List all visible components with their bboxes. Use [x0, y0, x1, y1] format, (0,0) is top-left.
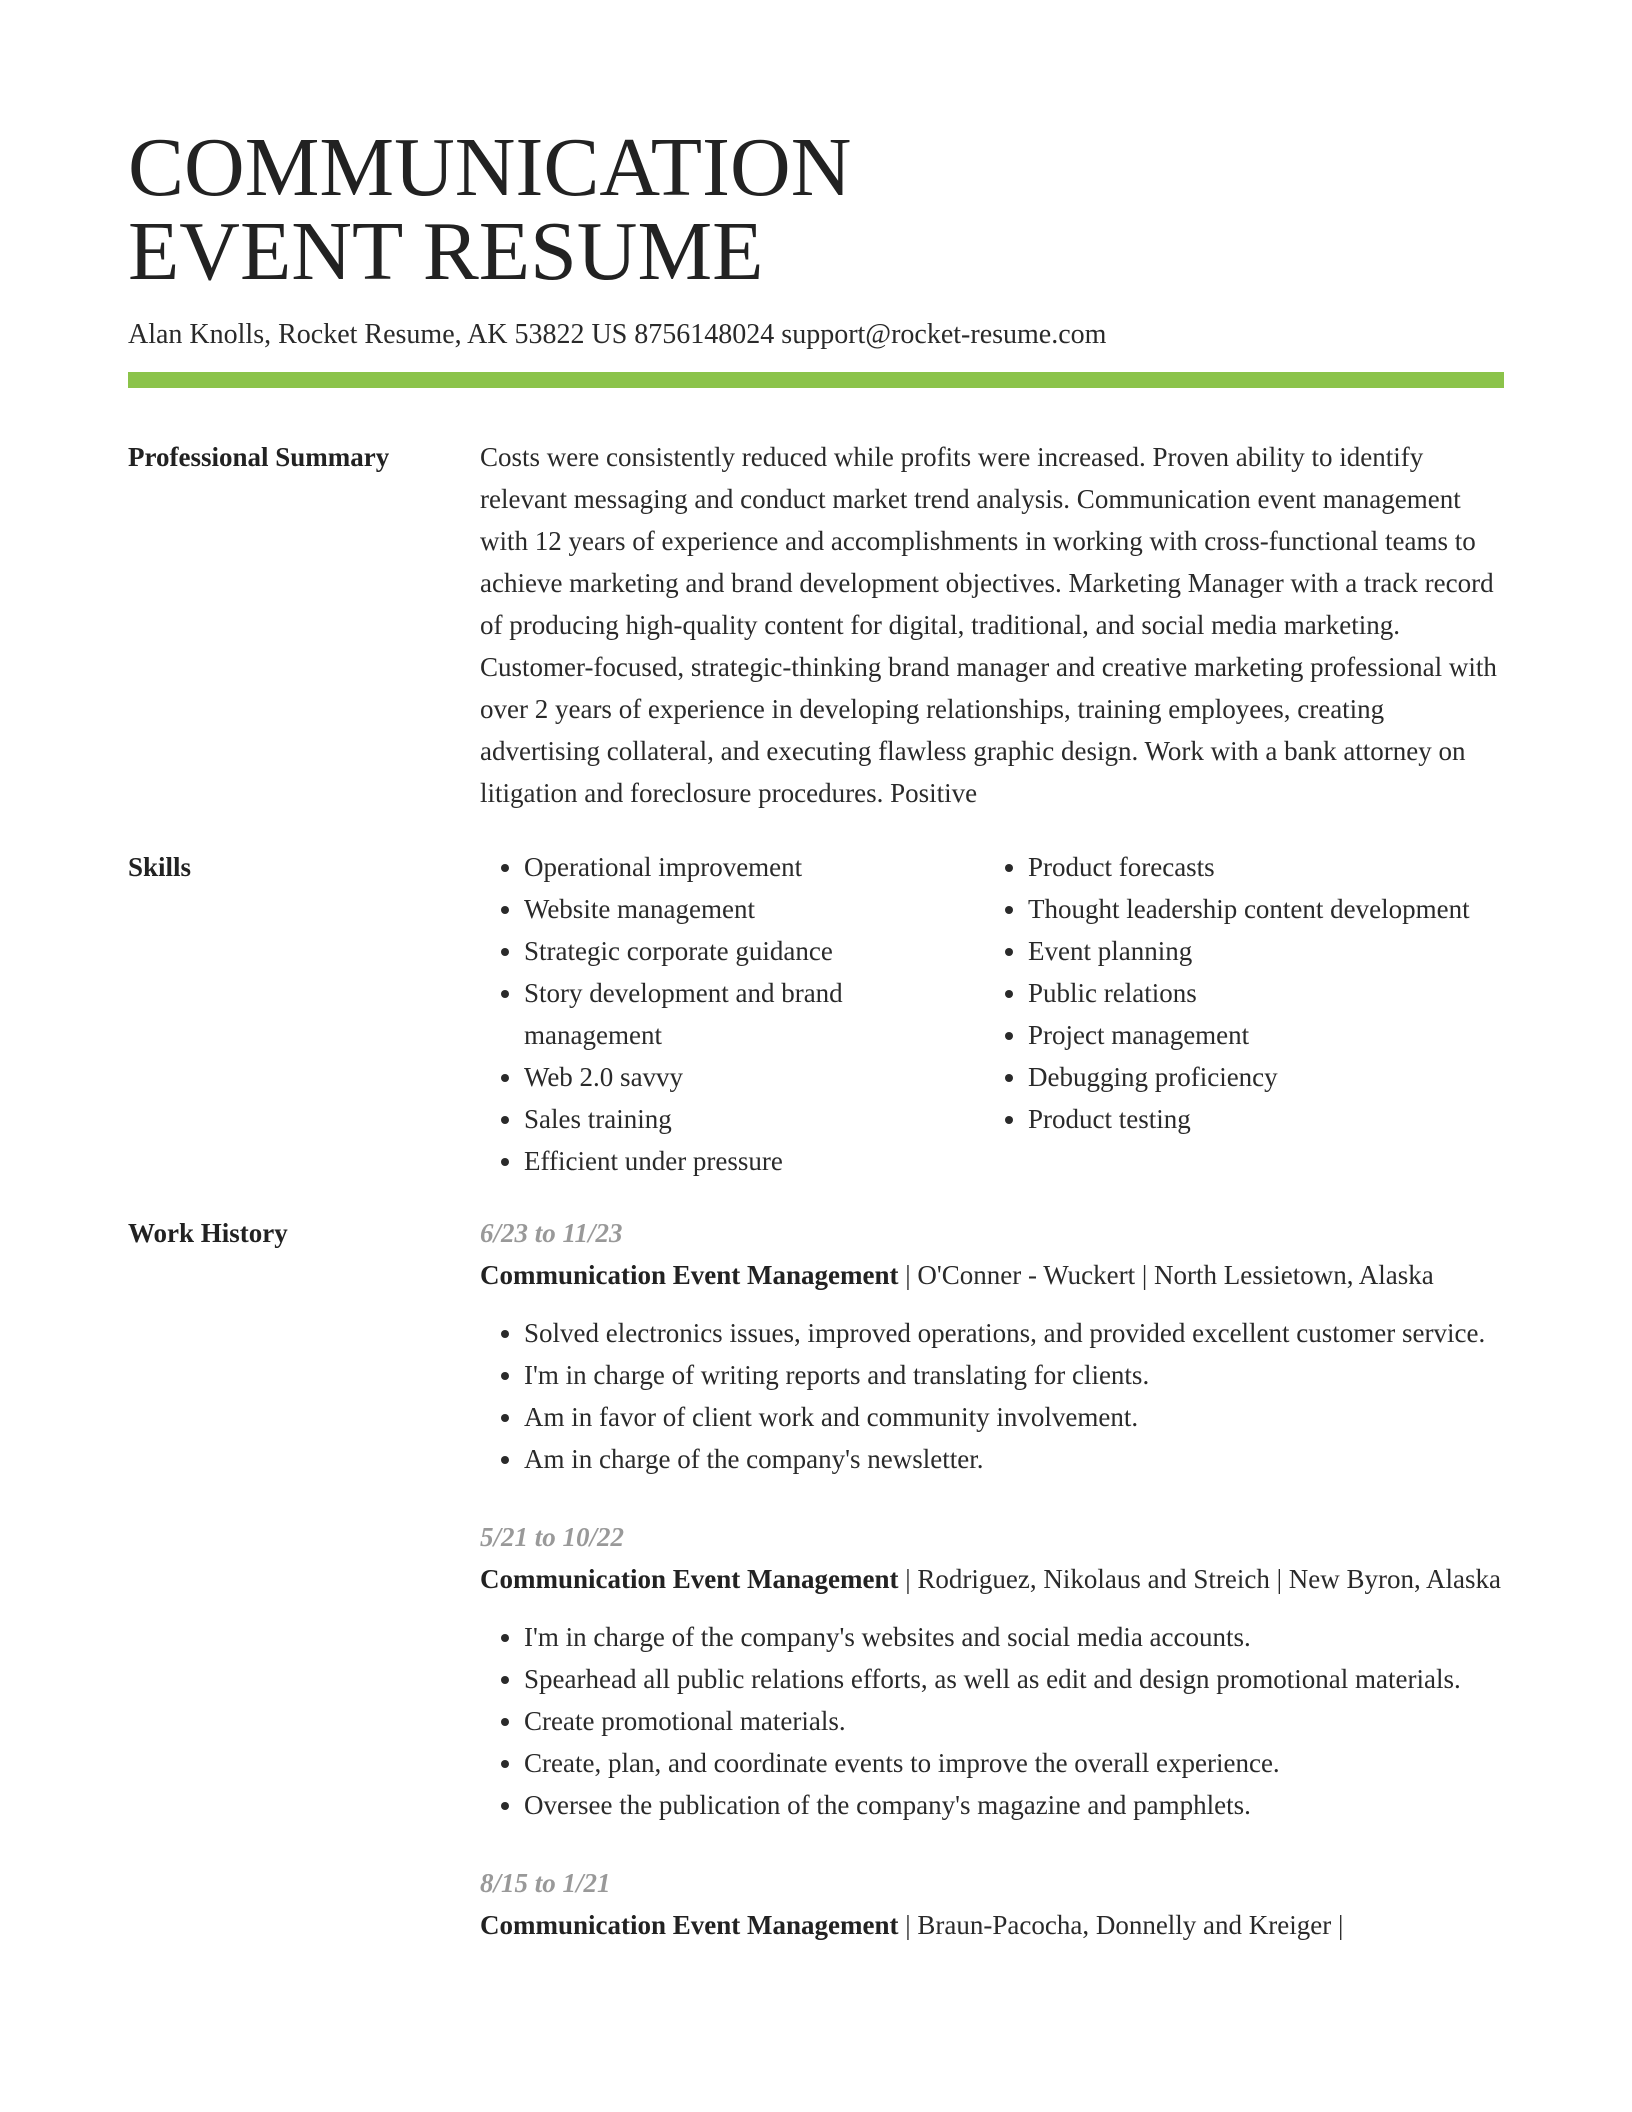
skill-item: • Event planning — [1028, 930, 1504, 972]
job-heading — [480, 1558, 1504, 1600]
skill-item: • Website management — [524, 888, 984, 930]
skill-item: • Debugging proficiency — [1028, 1056, 1504, 1098]
job-title: Communication Event Management — [480, 1910, 899, 1940]
summary-text: Costs were consistently reduced while profits were increased. Proven ability to identify relevant messaging and conduct market trend analysis. Communication event management with 12 years of experience and accomplishments in working with cross-functional teams to achieve marketing and brand development objectives. Marketing Manager with a track record of producing high-quality content for digital, traditional, and social media marketing. Customer-focused, strategic-thinking brand manager and creative marketing professional with over 2 years of experience in developing relationships, training employees, creating advertising collateral, and executing flawless graphic design. Work with a bank attorney on litigation and foreclosure procedures. Positive — [480, 442, 1497, 808]
skills-label: Skills — [128, 852, 192, 882]
job-date: 8/15 to 1/21 — [480, 1868, 611, 1898]
job-entry — [480, 1212, 1504, 1480]
job-entry — [480, 1862, 1504, 1946]
skill-item: • Operational improvement — [524, 846, 984, 888]
job-bullet: • Create promotional materials. — [524, 1700, 1504, 1742]
job-details: | Rodriguez, Nikolaus and Streich | New Byron, Alaska — [898, 1564, 1501, 1594]
skill-item: • Strategic corporate guidance — [524, 930, 984, 972]
job-title: Communication Event Management — [480, 1260, 899, 1290]
job-bullet: • I'm in charge of writing reports and translating for clients. — [524, 1354, 1504, 1396]
title-line-2: EVENT RESUME — [128, 205, 764, 298]
job-bullet: • Am in favor of client work and community involvement. — [524, 1396, 1504, 1438]
resume-page — [128, 121, 1504, 1982]
job-bullets — [480, 1312, 1504, 1480]
skill-item: • Product testing — [1028, 1098, 1504, 1140]
skill-item: • Story development and brand management — [524, 972, 984, 1056]
job-date: 6/23 to 11/23 — [480, 1218, 623, 1248]
contact-info: Alan Knolls, Rocket Resume, AK 53822 US 8756148024 support@rocket-resume.com — [128, 319, 1107, 350]
job-bullet: • Solved electronics issues, improved operations, and provided excellent customer service. — [524, 1312, 1504, 1354]
resume-title — [128, 121, 1504, 298]
skills-list-right — [984, 846, 1504, 1182]
skills-list-left — [480, 846, 984, 1182]
job-details: | Braun-Pacocha, Donnelly and Kreiger | — [898, 1910, 1344, 1940]
job-date: 5/21 to 10/22 — [480, 1522, 625, 1552]
job-bullets — [480, 1616, 1504, 1826]
summary-label: Professional Summary — [128, 442, 390, 472]
skill-item: • Public relations — [1028, 972, 1504, 1014]
professional-summary-section — [128, 436, 1504, 814]
skill-item: • Thought leadership content development — [1028, 888, 1504, 930]
skill-item: • Web 2.0 savvy — [524, 1056, 984, 1098]
work-history-section — [128, 1212, 1504, 1982]
work-history-body — [480, 1212, 1504, 1982]
skills-section — [128, 846, 1504, 1182]
job-bullet: • Create, plan, and coordinate events to improve the overall experience. — [524, 1742, 1504, 1784]
job-bullet: • I'm in charge of the company's websites and social media accounts. — [524, 1616, 1504, 1658]
job-heading — [480, 1904, 1504, 1946]
job-bullet: • Spearhead all public relations efforts, as well as edit and design promotional materials. — [524, 1658, 1504, 1700]
job-heading — [480, 1254, 1504, 1296]
title-line-1: COMMUNICATION — [128, 121, 852, 214]
job-details: | O'Conner - Wuckert | North Lessietown, Alaska — [898, 1260, 1434, 1290]
skill-item: • Efficient under pressure — [524, 1140, 984, 1182]
job-bullet: • Oversee the publication of the company's magazine and pamphlets. — [524, 1784, 1504, 1826]
skills-columns — [480, 846, 1504, 1182]
work-history-label: Work History — [128, 1218, 288, 1248]
skill-item: • Sales training — [524, 1098, 984, 1140]
job-bullet: • Am in charge of the company's newsletter. — [524, 1438, 1504, 1480]
job-title: Communication Event Management — [480, 1564, 899, 1594]
job-entry — [480, 1516, 1504, 1826]
skill-item: • Project management — [1028, 1014, 1504, 1056]
skill-item: • Product forecasts — [1028, 846, 1504, 888]
accent-divider — [128, 372, 1504, 388]
